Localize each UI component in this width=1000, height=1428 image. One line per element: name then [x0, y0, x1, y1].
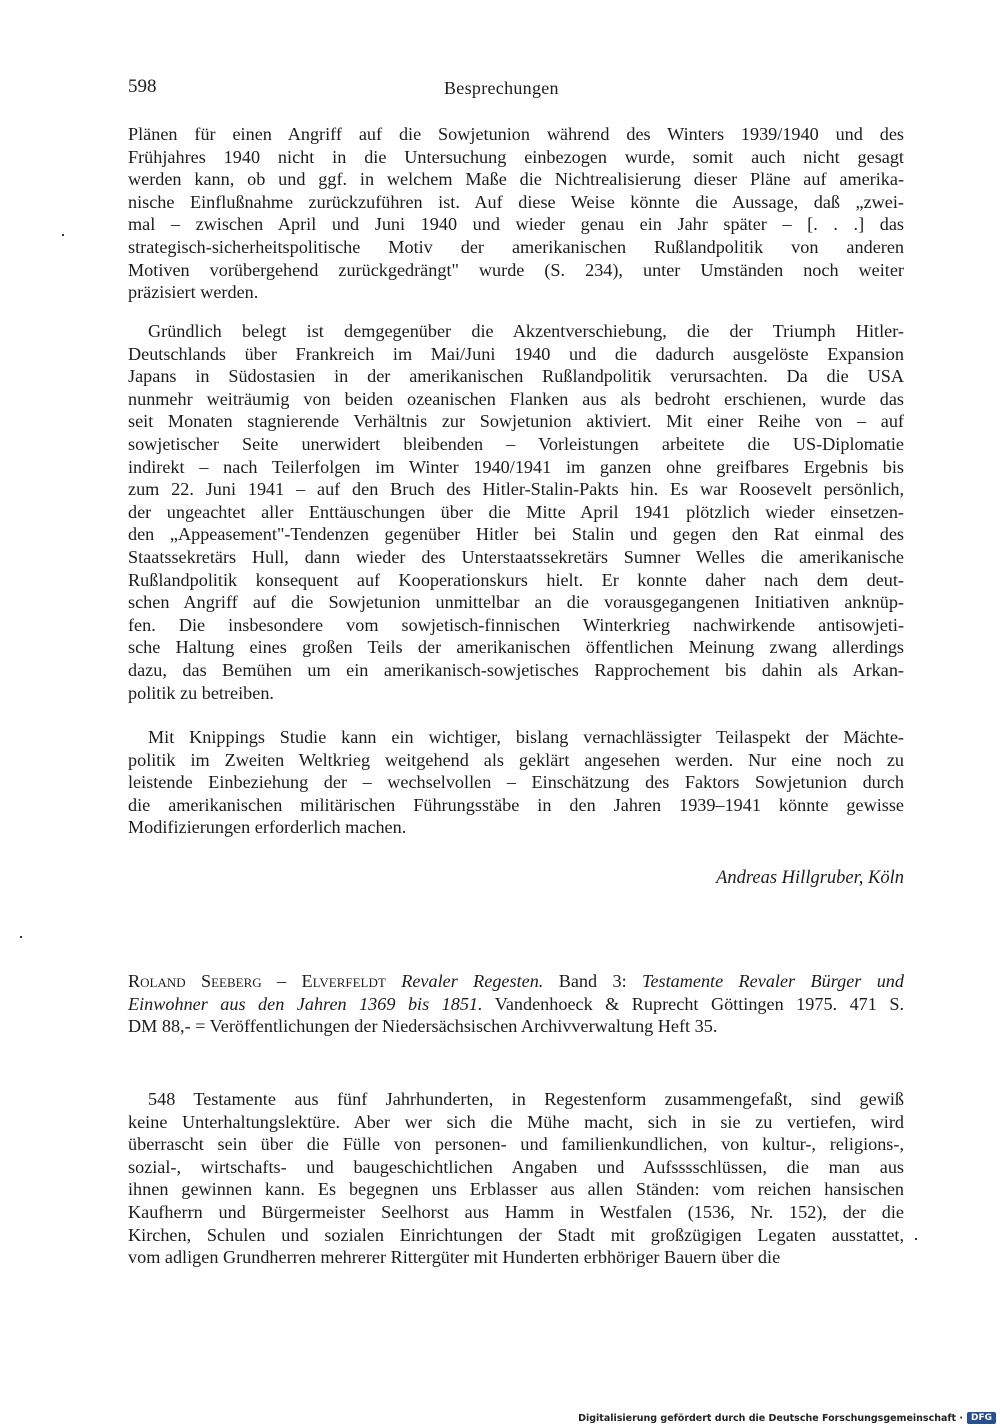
digitization-footer [578, 1412, 996, 1424]
book-band: Band 3: [543, 971, 643, 991]
text-line: Plänen für einen Angriff auf die Sowjetunion während des Winters 1939/1940 und des [128, 124, 904, 144]
footer-text: Digitalisierung gefördert durch die Deutsche Forschungsgemeinschaft · [578, 1412, 963, 1424]
text-line: werden kann, ob und ggf. in welchem Maße die Nichtrealisierung dieser Pläne auf amerika- [128, 169, 904, 190]
text-line: Deutschlands über Frankreich im Mai/Juni 1940 und die dadurch ausgelöste Expansion [128, 343, 904, 364]
text-line: zum 22. Juni 1941 – auf den Bruch des Hitler-Stalin-Pakts hin. Es war Roosevelt persönlich, [128, 479, 904, 500]
text-line: sowjetischer Seite unerwidert bleibenden – Vorleistungen arbeitete die US-Diplomatie [128, 433, 904, 454]
text-line: ihnen gewinnen kann. Es begegnen uns Erblasser aus allen Ständen: vom reichen hansischen [128, 1179, 904, 1200]
text-line: Mit Knippings Studie kann ein wichtiger, bislang vernachlässigter Teilaspekt der Mächte- [148, 727, 904, 747]
text-line: Modifizierungen erforderlich machen. [128, 817, 407, 838]
paragraph-3 [128, 726, 904, 839]
text-line: der ungeachtet aller Enttäuschungen über die Mitte April 1941 plötzlich wieder einsetzen- [128, 501, 904, 522]
text-line: vom adligen Grundherren mehrerer Rittergüter mit Hunderten erbhöriger Bauern über die [128, 1247, 781, 1268]
book-publisher: Vandenhoeck & Ruprecht Göttingen 1975. 471 S. [482, 993, 904, 1014]
text-line: schen Angriff auf die Sowjetunion unmittelbar an die vorausgegangenen Initiativen anknüp- [128, 592, 904, 613]
book-subtitle-1: Testamente Revaler Bürger und [642, 971, 904, 991]
text-line: Staatssekretärs Hull, dann wieder des Unterstaatssekretärs Sumner Welles die amerikanische [128, 546, 904, 567]
review-signature: Andreas Hillgruber, Köln [716, 868, 904, 888]
paragraph-2 [128, 320, 904, 704]
book-title: Revaler Regesten. [401, 971, 544, 991]
text-line: präzisiert werden. [128, 282, 259, 303]
text-line: die amerikanischen militärischen Führungsstäbe in den Jahren 1939–1941 könnte gewisse [128, 794, 904, 815]
margin-mark [62, 234, 64, 236]
margin-mark [20, 936, 22, 938]
text-line: indirekt – nach Teilerfolgen im Winter 1940/1941 im ganzen ohne greifbares Ergebnis bis [128, 456, 904, 477]
text-line: Motiven vorübergehend zurückgedrängt" wurde (S. 234), unter Umständen noch weiter [128, 259, 904, 280]
text-line: den „Appeasement"-Tendenzen gegenüber Hitler bei Stalin und gegen den Rat einmal des [128, 524, 904, 545]
running-head: Besprechungen [444, 78, 559, 98]
text-line: leistende Einbeziehung der – wechselvollen – Einschätzung des Faktors Sowjetunion durch [128, 772, 904, 793]
text-line: mal – zwischen April und Juni 1940 und wieder genau ein Jahr später – [. . .] das [128, 214, 904, 235]
text-line: Rußlandpolitik konsequent auf Kooperationskurs hielt. Er konnte daher nach dem deut- [128, 569, 904, 590]
text-line: dazu, das Bemühen um ein amerikanisch-sowjetisches Rapprochement bis dahin als Arkan- [128, 659, 904, 680]
book-subtitle-2: Einwohner aus den Jahren 1369 bis 1851. [128, 993, 483, 1014]
text-line: sche Haltung eines großen Teils der amerikanischen öffentlichen Meinung zwang allerdings [128, 637, 904, 658]
text-line: keine Unterhaltungslektüre. Aber wer sich die Mühe macht, sich in sie zu vertiefen, wird [128, 1111, 904, 1132]
page-number: 598 [128, 76, 157, 97]
text-line: Kaufherrn und Bürgermeister Seelhorst aus Hamm in Westfalen (1536, Nr. 152), der die [128, 1201, 904, 1222]
book-citation [128, 970, 904, 1038]
text-line: Japans in Südostasien in der amerikanischen Rußlandpolitik verursachten. Da die USA [128, 366, 904, 387]
text-line: politik im Zweiten Weltkrieg weitgehend als geklärt angesehen werden. Nur eine noch zu [128, 749, 904, 770]
text-line: fen. Die insbesondere vom sowjetisch-finnischen Winterkrieg nachwirkende antisowjeti- [128, 614, 904, 635]
text-line: strategisch-sicherheitspolitische Motiv der amerikanischen Rußlandpolitik von anderen [128, 236, 904, 257]
text-line: Frühjahres 1940 nicht in die Untersuchung einbezogen wurde, somit auch nicht gesagt [128, 146, 904, 167]
text-line: nunmehr weiträumig von beiden ozeanischen Flanken aus als bedroht erschienen, wurde das [128, 388, 904, 409]
margin-mark [915, 1238, 917, 1240]
book-author: Roland Seeberg – Elverfeldt [128, 971, 386, 991]
text-line: 548 Testamente aus fünf Jahrhunderten, in Regestenform zusammengefaßt, sind gewiß [148, 1089, 904, 1109]
text-line: Kirchen, Schulen und sozialen Einrichtungen der Stadt mit großzügigen Legaten ausstattet, [128, 1224, 904, 1245]
text-line: nische Einflußnahme zurückzuführen ist. Auf diese Weise könnte die Aussage, daß „zwei- [128, 191, 904, 212]
text-line: Gründlich belegt ist demgegenüber die Akzentverschiebung, die der Triumph Hitler- [148, 321, 904, 341]
text-line: sozial-, wirtschafts- und baugeschichtlichen Angaben und Aufsssschlüssen, die man aus [128, 1156, 904, 1177]
book-series: DM 88,- = Veröffentlichungen der Niedersächsischen Archivverwaltung Heft 35. [128, 1016, 718, 1037]
text-line: seit Monaten stagnierende Verhältnis zur Sowjetunion aktiviert. Mit einer Reihe von – auf [128, 411, 904, 432]
paragraph-4 [128, 1088, 904, 1269]
paragraph-1 [128, 123, 904, 304]
text-line: überrascht sein über die Fülle von personen- und familienkundlichen, von kultur-, religions-, [128, 1134, 904, 1155]
dfg-logo: DFG [967, 1412, 996, 1424]
text-line: politik zu betreiben. [128, 682, 274, 703]
